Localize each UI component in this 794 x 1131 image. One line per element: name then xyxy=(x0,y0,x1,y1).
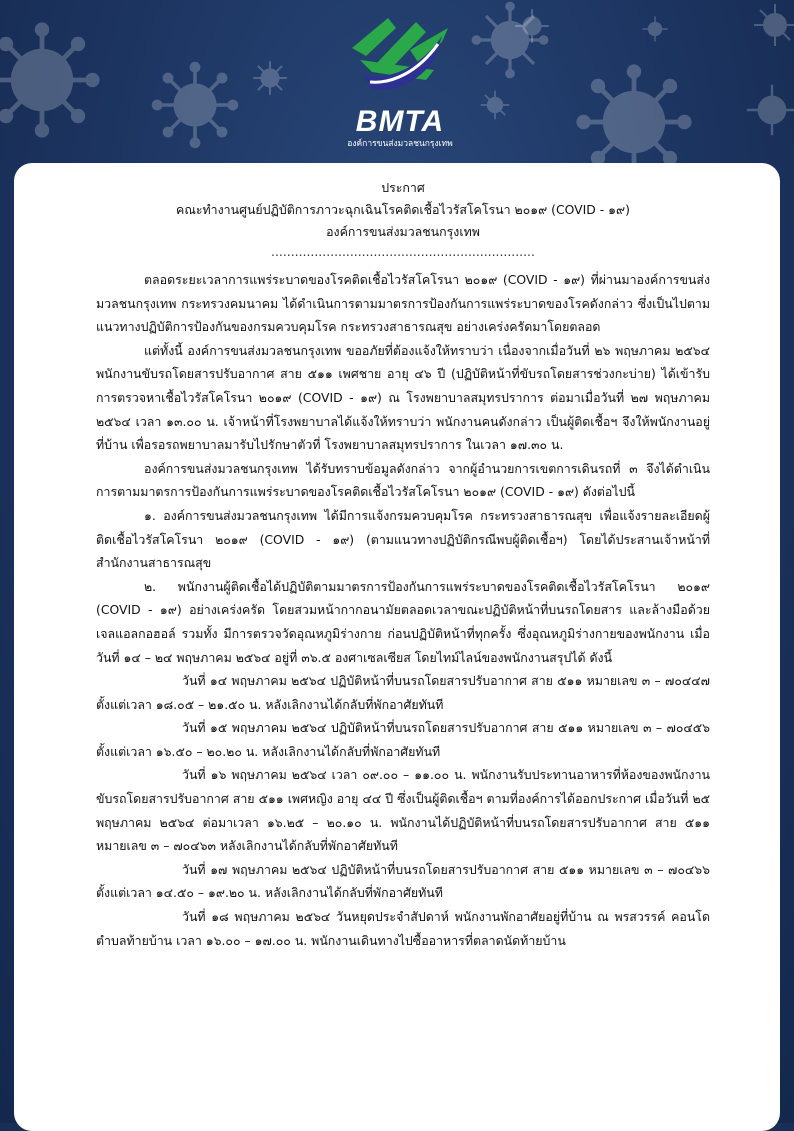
virus-icon xyxy=(478,88,512,122)
separator-line: ................................................................... xyxy=(271,244,535,259)
timeline-entry: วันที่ ๑๔ พฤษภาคม ๒๕๖๔ ปฏิบัติหน้าที่บนรถโดยสารปรับอากาศ สาย ๕๑๑ หมายเลข ๓ – ๗๐๔๔๗ ตั้งแต่เวลา ๑๘.๐๕ – ๒๑.๕๐ น. หลังเลิกงานได้กลับที่พักอาศัยทันที xyxy=(96,673,710,712)
document-card xyxy=(14,163,780,1131)
logo-org-name: องค์การขนส่งมวลชนกรุงเทพ xyxy=(347,139,453,149)
virus-icon xyxy=(750,0,794,50)
paragraph-case-report: แต่ทั้งนี้ องค์การขนส่งมวลชนกรุงเทพ ขออภัยที่ต้องแจ้งให้ทราบว่า เนื่องจากเมื่อวันที่ ๒๖ พฤษภาคม ๒๕๖๔ พนักงานขับรถโดยสารปรับอากาศ สาย ๕๑๑ เพศชาย อายุ ๔๖ ปี (ปฏิบัติหน้าที่ขับรถโดยสารช่วงกะบ่าย) ได้เข้ารับการตรวจหาเชื้อไวรัสโคโรนา ๒๐๑๙ (COVID - ๑๙) ณ โรงพยาบาลสมุทรปราการ ต่อมาเมื่อวันที่ ๒๗ พฤษภาคม ๒๕๖๔ เวลา ๑๓.๐๐ น. เจ้าหน้าที่โรงพยาบาลได้แจ้งให้ทราบว่า พนักงานคนดังกล่าว เป็นผู้ติดเชื้อฯ จึงให้พนักงานอยู่ที่บ้าน เพื่อรอรถพยาบาลมารับไปรักษาตัวที่ โรงพยาบาลสมุทรปราการ ในเวลา ๑๗.๓๐ น. xyxy=(96,342,710,453)
logo-acronym: BMTA xyxy=(355,105,445,138)
timeline-entry: วันที่ ๑๕ พฤษภาคม ๒๕๖๔ ปฏิบัติหน้าที่บนรถโดยสารปรับอากาศ สาย ๕๑๑ หมายเลข ๓ – ๗๐๔๕๖ ตั้งแต่เวลา ๑๖.๕๐ – ๒๐.๒๐ น. หลังเลิกงานได้กลับที่พักอาศัยทันที xyxy=(96,720,710,759)
announcement-title: ประกาศ xyxy=(381,180,425,195)
virus-icon xyxy=(512,6,552,46)
announcement-issuer: คณะทำงานศูนย์ปฏิบัติการภาวะฉุกเฉินโรคติดเชื้อไวรัสโคโรนา ๒๐๑๙ (COVID - ๑๙) xyxy=(176,202,630,217)
paragraph-item-2: ๒. พนักงานผู้ติดเชื้อได้ปฏิบัติตามมาตรการป้องกันการแพร่ระบาดของโรคติดเชื้อไวรัสโคโรนา ๒๐๑๙ (COVID - ๑๙) อย่างเคร่งครัด โดยสวมหน้ากากอนามัยตลอดเวลาขณะปฏิบัติหน้าที่บนรถโดยสาร และล้างมือด้วยเจลแอลกอฮอล์ รวมทั้ง มีการตรวจวัดอุณหภูมิร่างกาย ก่อนปฏิบัติหน้าที่ทุกครั้ง ซึ่งอุณหภูมิร่างกายของพนักงาน เมื่อวันที่ ๑๔ – ๒๔ พฤษภาคม ๒๕๖๔ อยู่ที่ ๓๖.๕ องศาเซลเซียส โดยไทม์ไลน์ของพนักงานสรุปได้ ดังนี้ xyxy=(96,578,710,665)
announcement-organization: องค์การขนส่งมวลชนกรุงเทพ xyxy=(326,224,480,239)
virus-icon xyxy=(742,80,794,140)
virus-icon xyxy=(0,20,102,140)
paragraph-intro: ตลอดระยะเวลาการแพร่ระบาดของโรคติดเชื้อไวรัสโคโรนา ๒๐๑๙ (COVID - ๑๙) ที่ผ่านมาองค์การขนส่งมวลชนกรุงเทพ กระทรวงคมนาคม ได้ดำเนินการตามมาตรการป้องกันการแพร่ระบาดของโรคดังกล่าว ซึ่งเป็นไปตามแนวทางปฏิบัติการป้องกันของกรมควบคุมโรค กระทรวงสาธารณสุข อย่างเคร่งครัดมาโดยตลอด xyxy=(96,272,710,335)
virus-icon xyxy=(250,58,290,98)
bmta-logo-mark-icon xyxy=(330,10,464,110)
paragraph-measures: องค์การขนส่งมวลชนกรุงเทพ ได้รับทราบข้อมูลดังกล่าว จากผู้อำนวยการเขตการเดินรถที่ ๓ จึงได้ดำเนินการตามมาตรการป้องกันการแพร่ระบาดของโรคติดเชื้อไวรัสโคโรนา ๒๐๑๙ (COVID - ๑๙) ดังต่อไปนี้ xyxy=(96,460,710,500)
announcement-document xyxy=(96,177,710,952)
timeline-entry: วันที่ ๑๖ พฤษภาคม ๒๕๖๔ เวลา ๐๙.๐๐ – ๑๑.๐๐ น. พนักงานรับประทานอาหารที่ห้องของพนักงานขับรถโดยสารปรับอากาศ สาย ๕๑๑ เพศหญิง อายุ ๔๔ ปี ซึ่งเป็นผู้ติดเชื้อฯ ตามที่องค์การได้ออกประกาศ เมื่อวันที่ ๒๕ พฤษภาคม ๒๕๖๔ ต่อมาเวลา ๑๖.๒๕ – ๒๐.๑๐ น. พนักงานได้ปฏิบัติหน้าที่บนรถโดยสารปรับอากาศ สาย ๕๑๑ หมายเลข ๓ – ๗๐๔๖๓ หลังเลิกงานได้กลับที่พักอาศัยทันที xyxy=(96,767,710,854)
paragraph-item-1: ๑. องค์การขนส่งมวลชนกรุงเทพ ได้มีการแจ้งกรมควบคุมโรค กระทรวงสาธารณสุข เพื่อแจ้งรายละเอียดผู้ติดเชื้อไวรัสโคโรนา ๒๐๑๙ (COVID - ๑๙) (ตามแนวทางปฏิบัติกรณีพบผู้ติดเชื้อฯ) โดยได้ประสานเจ้าหน้าที่สำนักงานสาธารณสุข xyxy=(96,507,710,571)
virus-icon xyxy=(150,60,240,150)
timeline-entry: วันที่ ๑๘ พฤษภาคม ๒๕๖๔ วันหยุดประจำสัปดาห์ พนักงานพักอาศัยอยู่ที่บ้าน ณ พรสวรรค์ คอนโด ตำบลท้ายบ้าน เวลา ๑๖.๐๐ – ๑๗.๐๐ น. พนักงานเดินทางไปซื้ออาหารที่ตลาดนัดท้ายบ้าน xyxy=(96,909,710,948)
virus-icon xyxy=(640,14,670,44)
timeline-entry: วันที่ ๑๗ พฤษภาคม ๒๕๖๔ ปฏิบัติหน้าที่บนรถโดยสารปรับอากาศ สาย ๕๑๑ หมายเลข ๓ – ๗๐๔๖๖ ตั้งแต่เวลา ๑๔.๕๐ – ๑๙.๒๐ น. หลังเลิกงานได้กลับที่พักอาศัยทันที xyxy=(96,861,710,901)
